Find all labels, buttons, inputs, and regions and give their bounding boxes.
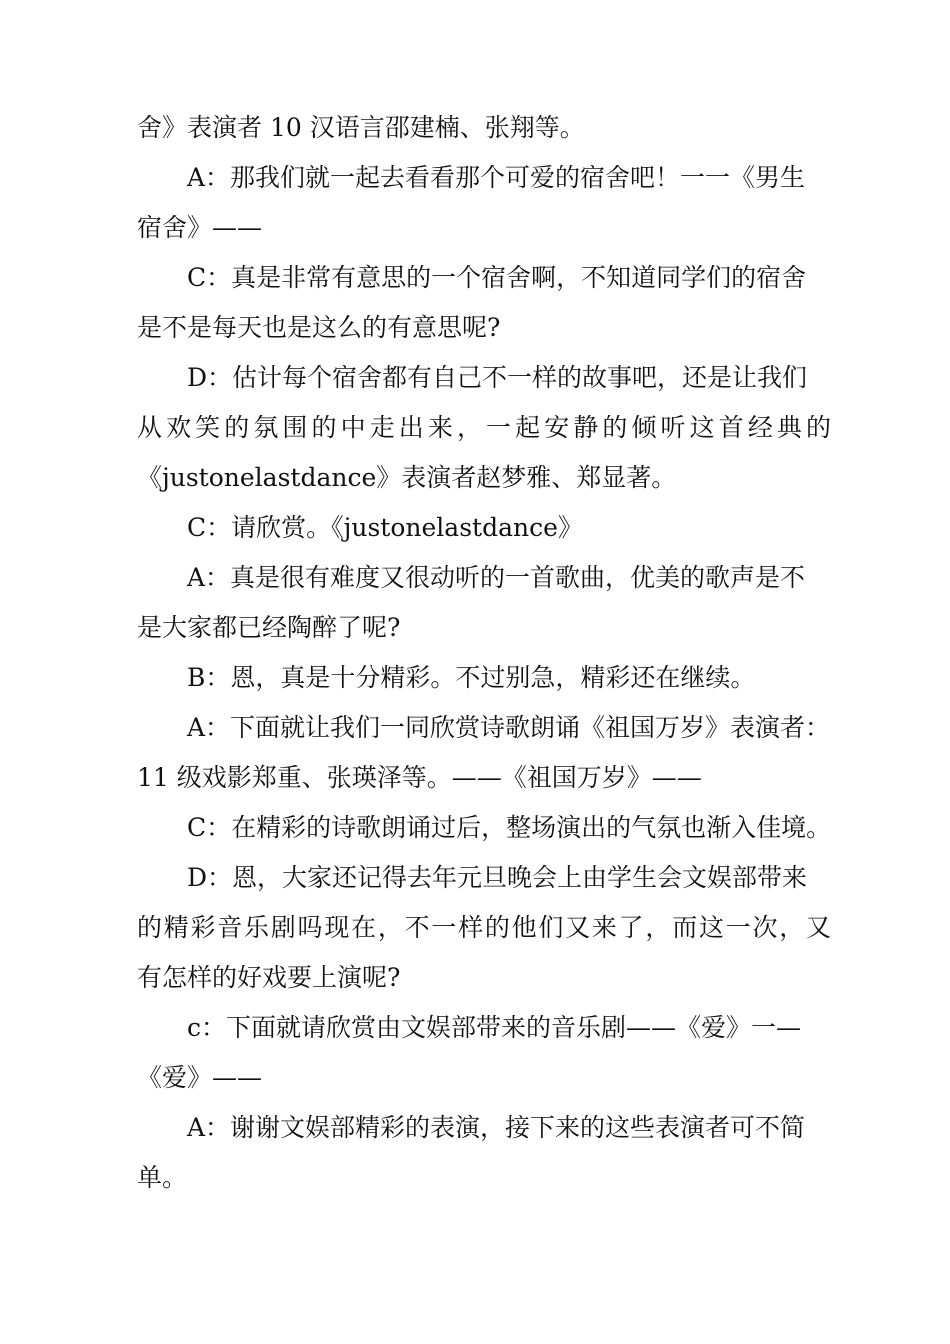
text-line: D：估计每个宿舍都有自己不一样的故事吧，还是让我们 [187,363,808,392]
text-line: 的精彩音乐剧吗现在，不一样的他们又来了，而这一次，又 [137,913,831,942]
text-line: A：真是很有难度又很动听的一首歌曲，优美的歌声是不 [187,563,806,592]
text-line: B：恩，真是十分精彩。不过别急，精彩还在继续。 [187,663,756,692]
text-line: 是大家都已经陶醉了呢? [137,613,401,642]
text-line: 舍》表演者 10 汉语言邵建楠、张翔等。 [137,113,585,142]
text-line: A：下面就让我们一同欣赏诗歌朗诵《祖国万岁》表演者： [187,713,831,742]
text-line: 《justonelastdance》表演者赵梦雅、郑显著。 [137,463,677,492]
text-line: 11 级戏影郑重、张瑛泽等。——《祖国万岁》—— [137,763,702,792]
text-line: 是不是每天也是这么的有意思呢? [137,313,501,342]
text-line: 从欢笑的氛围的中走出来，一起安静的倾听这首经典的 [137,413,831,442]
text-line: D：恩，大家还记得去年元旦晚会上由学生会文娱部带来 [187,863,808,892]
text-line: 单。 [137,1163,188,1192]
text-line: C：真是非常有意思的一个宿舍啊，不知道同学们的宿舍 [187,263,807,292]
document-body [137,103,831,1203]
text-line: C：在精彩的诗歌朗诵过后，整场演出的气氛也渐入佳境。 [187,813,832,842]
text-line: A：那我们就一起去看看那个可爱的宿舍吧！一一《男生 [187,163,806,192]
text-line: C：请欣赏。《justonelastdance》 [187,513,583,542]
text-line: A：谢谢文娱部精彩的表演，接下来的这些表演者可不简 [187,1113,806,1142]
text-line: 《爱》—— [137,1063,263,1092]
text-line: 有怎样的好戏要上演呢? [137,963,401,992]
text-line: c：下面就请欣赏由文娱部带来的音乐剧——《爱》一— [187,1013,802,1042]
text-line: 宿舍》—— [137,213,263,242]
